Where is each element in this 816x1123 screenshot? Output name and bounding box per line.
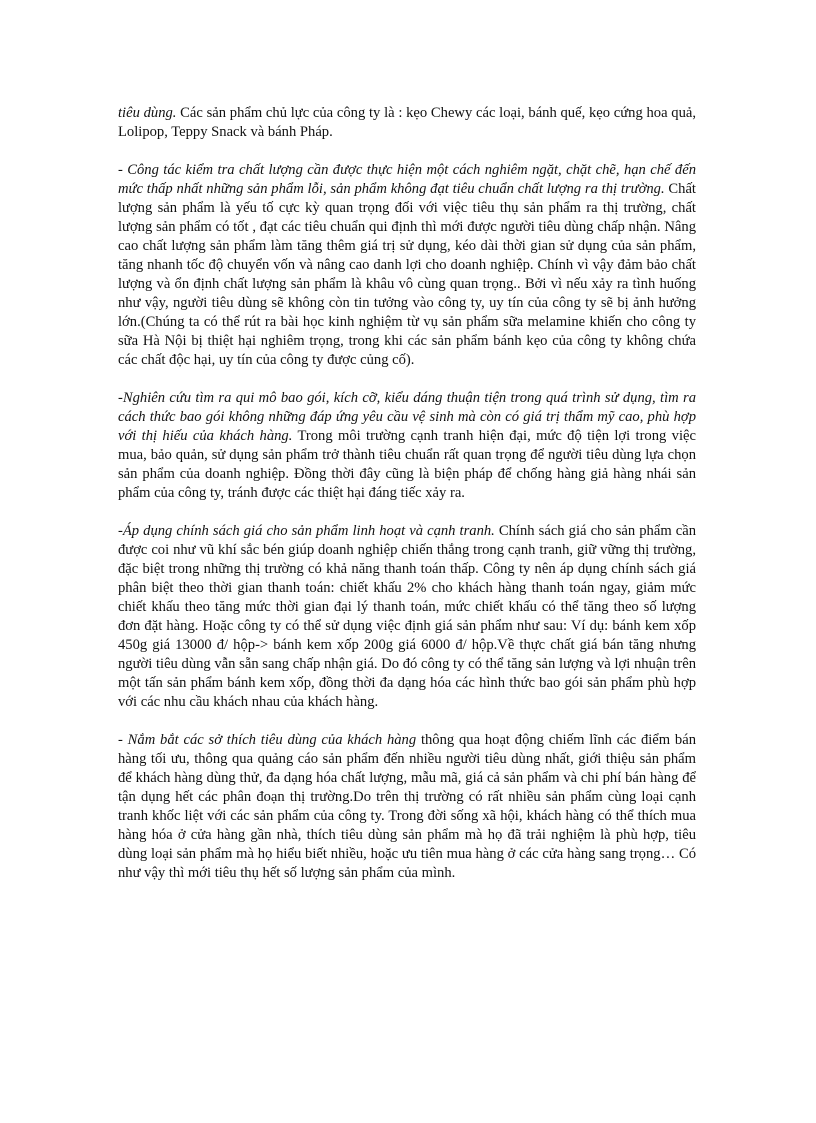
paragraph-lead: - Nắm bắt các sở thích tiêu dùng của khách hàng: [118, 732, 417, 748]
paragraph-quality-control: [118, 161, 696, 370]
paragraph-lead: -Áp dụng chính sách giá cho sản phẩm linh hoạt và cạnh tranh.: [118, 523, 495, 539]
paragraph-lead: -Nghiên cứu tìm ra qui mô bao gói, kích cỡ, kiểu dáng thuận tiện trong quá trình sử dụng, tìm ra cách thức bao gói không những đáp ứng yêu cầu vệ sinh mà còn có giá trị thẩm mỹ cao, phù hợp với thị hiếu của khách hàng.: [118, 390, 696, 444]
paragraph-lead: tiêu dùng.: [118, 105, 177, 121]
paragraph-body: Các sản phẩm chủ lực của công ty là : kẹo Chewy các loại, bánh quế, kẹo cứng hoa quả, Lolipop, Teppy Snack và bánh Pháp.: [118, 105, 696, 140]
paragraph-pricing: [118, 522, 696, 712]
paragraph-body: Trong môi trường cạnh tranh hiện đại, mức độ tiện lợi trong việc mua, bảo quản, sử dụng sản phẩm trở thành tiêu chuẩn rất quan trọng để người tiêu dùng lựa chọn sản phẩm của doanh nghiệp. Đồng thời đây cũng là biện pháp để chống hàng giả hàng nhái sản phẩm của công ty, tránh được các thiệt hại đáng tiếc xảy ra.: [118, 428, 696, 501]
document-page: [118, 104, 696, 902]
paragraph-body: Chính sách giá cho sản phẩm cần được coi như vũ khí sắc bén giúp doanh nghiệp chiến thắng trong cạnh tranh, giữ vững thị trường, đặc biệt trong những thị trường có khả năng thanh toán thấp. Công ty nên áp dụng chính sách giá phân biệt theo thời gian thanh toán: chiết khấu 2% cho khách hàng thanh toán ngay, giảm mức chiết khấu theo tăng mức thời gian đại lý thanh toán, mức chiết khấu có thể tăng theo số lượng đơn đặt hàng. Hoặc công ty có thể sử dụng việc định giá sản phẩm như sau: Ví dụ: bánh kem xốp 450g giá 13000 đ/ hộp-> bánh kem xốp 200g giá 6000 đ/ hộp.Về thực chất giá bán tăng nhưng người tiêu dùng vẫn sẵn sang chấp nhận giá. Do đó công ty có thể tăng sản lượng và lợi nhuận trên một tấn sản phẩm bánh kem xốp, đồng thời đa dạng hóa các hình thức bao gói sản phẩm phù hợp với các nhu cầu khách nhau của khách hàng.: [118, 523, 696, 710]
paragraph-body: Chất lượng sản phẩm là yếu tố cực kỳ quan trọng đối với việc tiêu thụ sản phẩm ra thị trường, chất lượng sản phẩm có tốt , đạt các tiêu chuẩn qui định thì mới được người tiêu dùng chấp nhận. Nâng cao chất lượng sản phẩm làm tăng thêm giá trị sử dụng, kéo dài thời gian sử dụng của sản phẩm, tăng nhanh tốc độ chuyển vốn và nâng cao danh lợi cho doanh nghiệp. Chính vì vậy đảm bảo chất lượng và ổn định chất lượng sản phẩm là khâu vô cùng quan trọng.. Bởi vì nếu xảy ra tình huống như vậy, người tiêu dùng sẽ không còn tin tưởng vào công ty, uy tín của công ty sẽ bị ảnh hưởng lớn.(Chúng ta có thể rút ra bài học kinh nghiệm từ vụ sản phẩm sữa melamine khiến cho công ty sữa Hà Nội bị thiệt hại nghiêm trọng, trong khi các sản phẩm bánh kẹo của công ty không chứa các chất độc hại, uy tín của công ty được củng cố).: [118, 181, 696, 368]
paragraph-packaging: [118, 389, 696, 503]
paragraph-lead: - Công tác kiểm tra chất lượng cần được thực hiện một cách nghiêm ngặt, chặt chẽ, hạn chế đến mức thấp nhất những sản phẩm lỗi, sản phẩm không đạt tiêu chuẩn chất lượng ra thị trường.: [118, 162, 696, 197]
paragraph-body: thông qua hoạt động chiếm lĩnh các điểm bán hàng tối ưu, thông qua quảng cáo sản phẩm đến nhiều người tiêu dùng nhất, giới thiệu sản phẩm để khách hàng dùng thử, đa dạng hóa chất lượng, mẫu mã, giá cả sản phẩm và chi phí bán hàng để tận dụng hết các phân đoạn thị trường.Do trên thị trường có rất nhiều sản phẩm cùng loại cạnh tranh khốc liệt với các sản phẩm của công ty. Trong đời sống xã hội, khách hàng có thể thích mua hàng hóa ở cửa hàng gần nhà, thích tiêu dùng sản phẩm mà họ đã trải nghiệm là phù hợp, tiêu dùng loại sản phẩm mà họ hiểu biết nhiều, hoặc ưu tiên mua hàng ở các cửa hàng sang trọng… Có như vậy thì mới tiêu thụ hết số lượng sản phẩm của mình.: [118, 732, 696, 881]
paragraph-intro: [118, 104, 696, 142]
paragraph-customer-preferences: [118, 731, 696, 883]
